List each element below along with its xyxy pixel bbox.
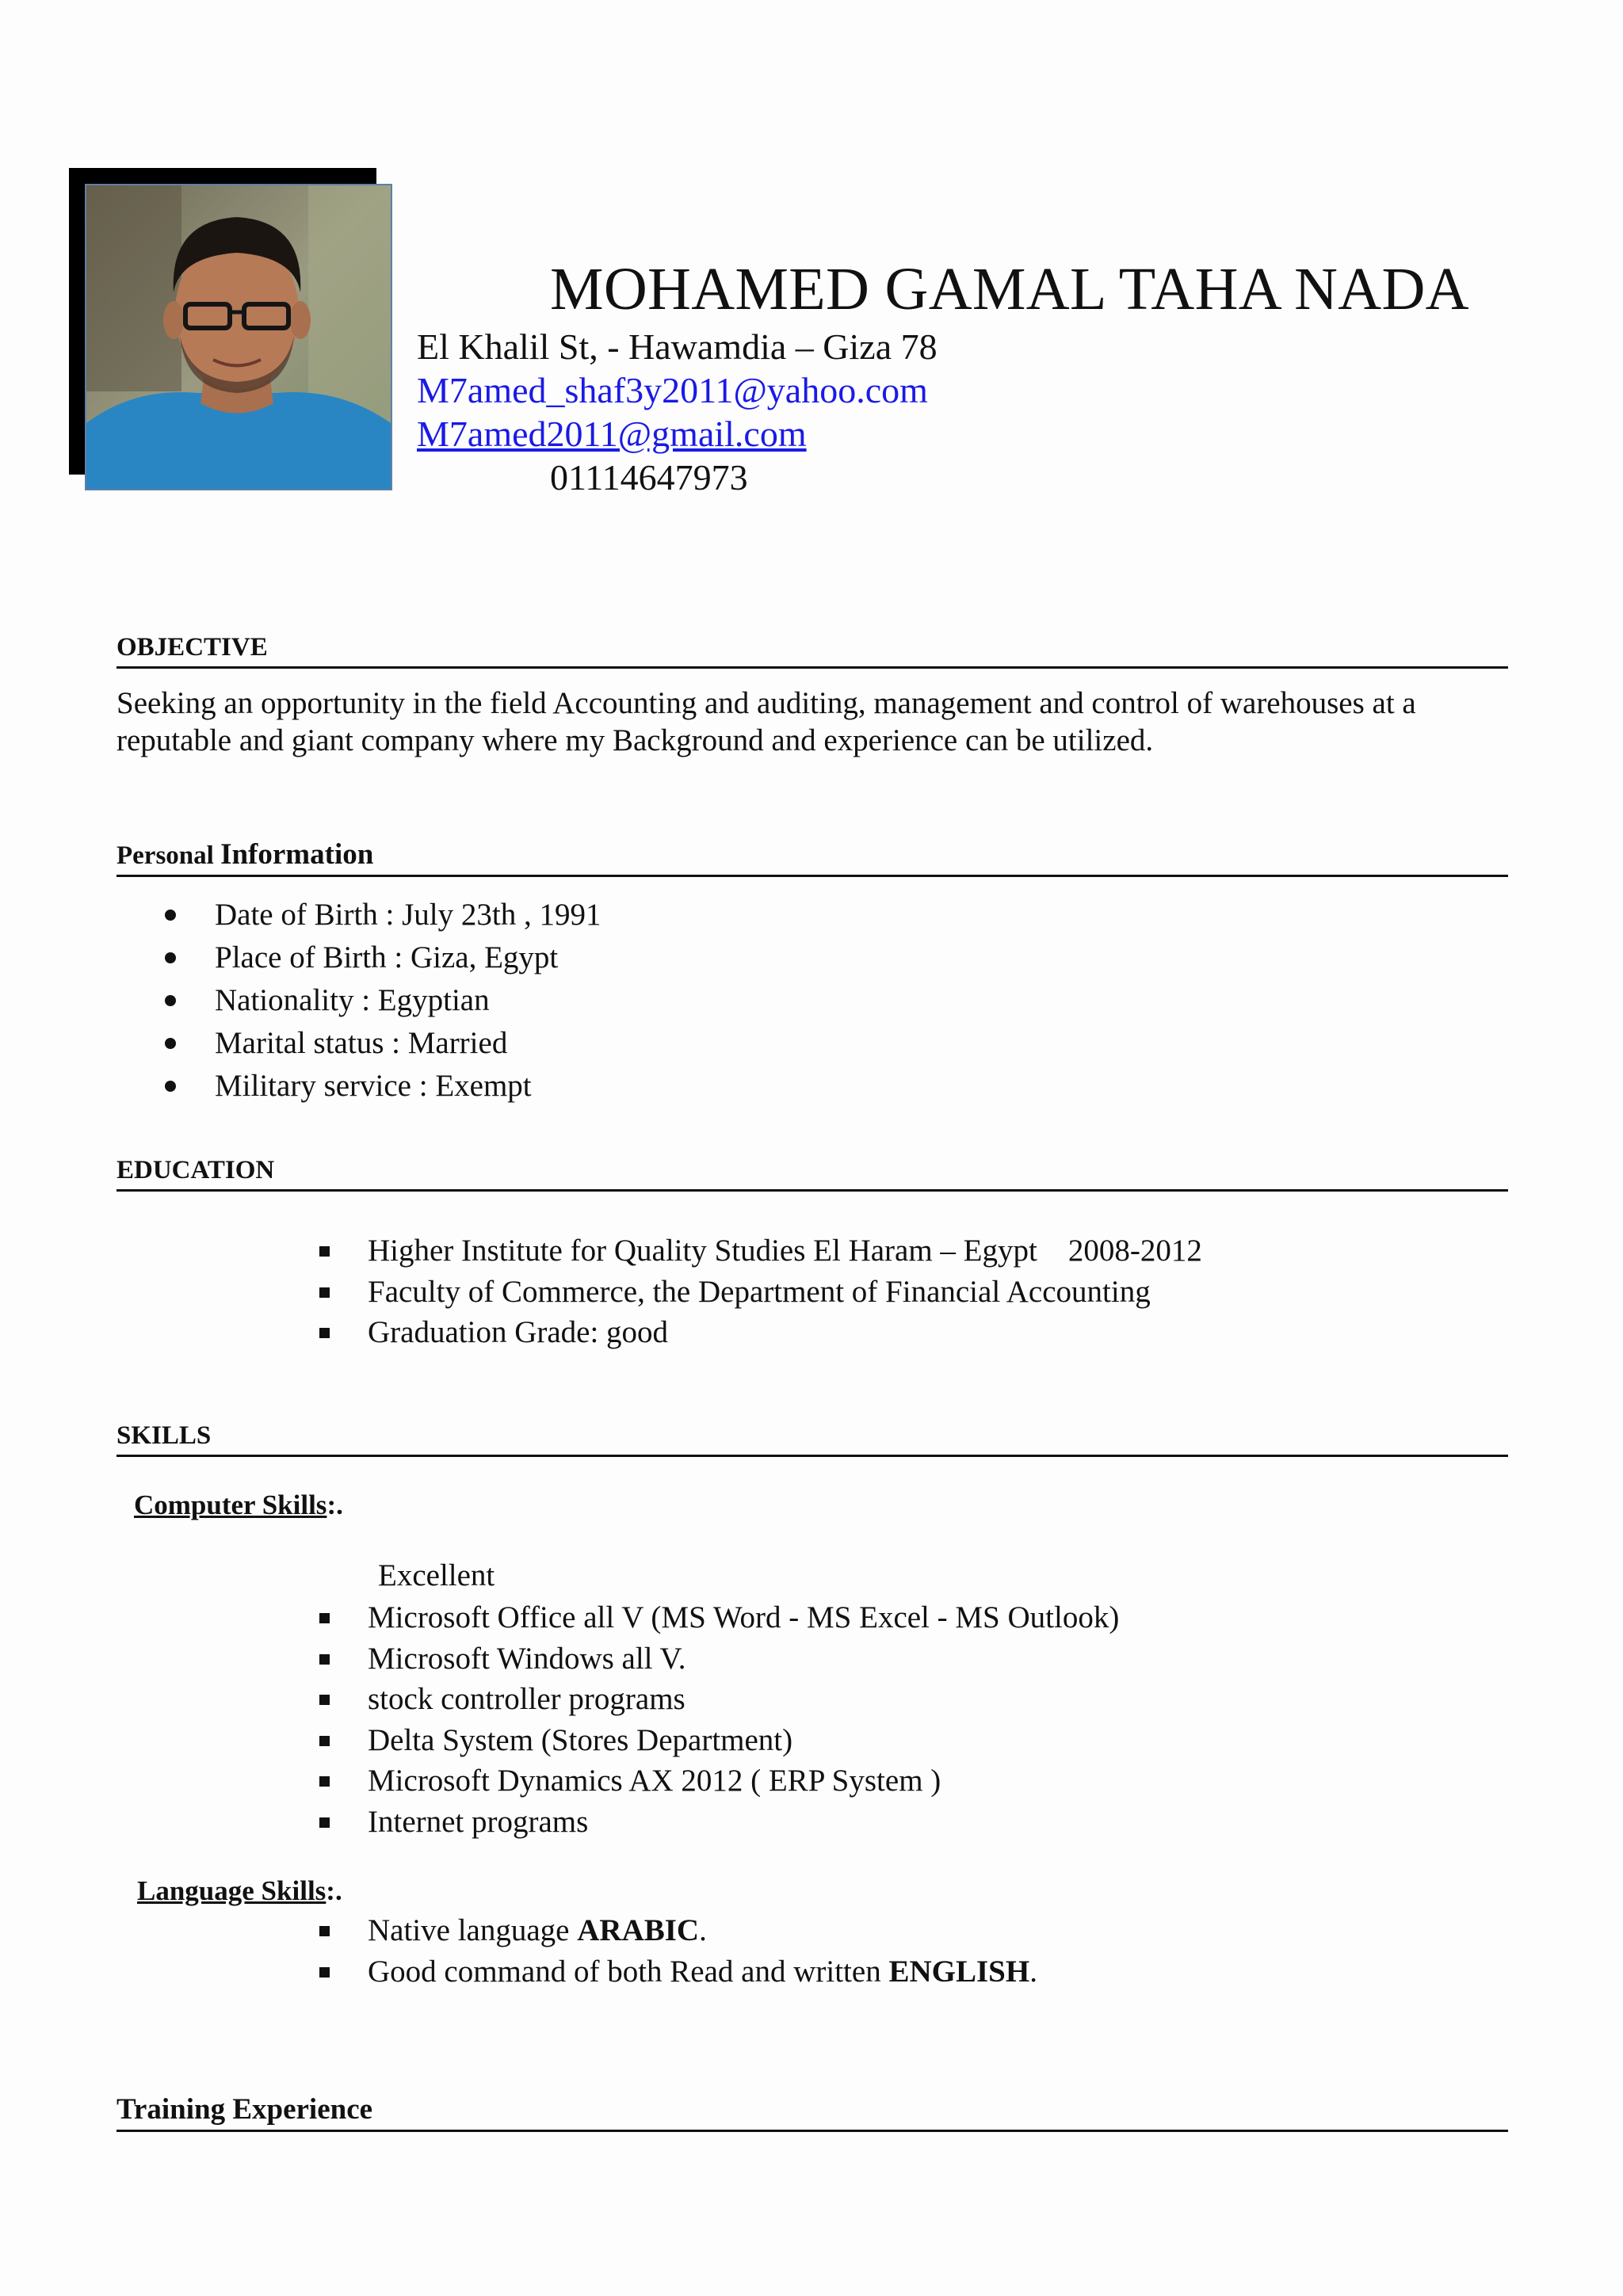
list-item <box>116 894 601 936</box>
language-name: ENGLISH <box>888 1954 1030 1989</box>
bullet-square <box>319 1967 330 1978</box>
skill-item-text: Internet programs <box>368 1804 589 1839</box>
language-skills-label: Language Skills <box>137 1875 327 1906</box>
personal-info-heading <box>116 840 1508 877</box>
candidate-name: MOHAMED GAMAL TAHA NADA <box>550 256 1469 322</box>
bullet-square <box>319 1246 330 1257</box>
bullet-dot <box>165 952 176 963</box>
language-item-end: . <box>1029 1954 1037 1989</box>
computer-skills-label: Computer Skills <box>134 1489 327 1520</box>
education-list <box>319 1230 1202 1353</box>
skill-item-text: Microsoft Office all V (MS Word - MS Excel - MS Outlook) <box>368 1600 1120 1634</box>
objective-text: Seeking an opportunity in the field Accounting and auditing, management and control of warehouses at a reputable and giant company where my Background and experience can be utilized. <box>116 686 1416 757</box>
bullet-dot <box>165 1038 176 1049</box>
skill-item-text: Microsoft Windows all V. <box>368 1641 686 1676</box>
personal-info-list <box>116 894 601 1108</box>
objective-heading-label: OBJECTIVE <box>116 633 268 662</box>
computer-skills-suffix: :. <box>327 1489 343 1520</box>
bullet-dot <box>165 910 176 921</box>
portrait-illustration <box>86 185 391 489</box>
list-item <box>319 1951 1037 1993</box>
computer-skills-title <box>134 1489 343 1521</box>
bullet-square <box>319 1695 330 1705</box>
skills-heading <box>116 1423 1508 1457</box>
list-item <box>116 1022 601 1065</box>
skill-item-text: stock controller programs <box>368 1682 685 1716</box>
computer-skills-level: Excellent <box>378 1558 495 1592</box>
language-item-text: Native language <box>368 1913 578 1947</box>
list-item <box>319 1679 1119 1720</box>
list-item <box>319 1910 1037 1951</box>
bullet-square <box>319 1613 330 1623</box>
personal-item-text: Nationality : Egyptian <box>215 983 490 1017</box>
email-link-gmail[interactable]: M7amed2011@gmail.com <box>417 414 807 454</box>
bullet-square <box>319 1654 330 1665</box>
bullet-square <box>319 1287 330 1298</box>
list-item <box>116 979 601 1022</box>
bullet-square <box>319 1776 330 1787</box>
list-item <box>319 1720 1119 1761</box>
bullet-square <box>319 1817 330 1828</box>
list-item <box>116 936 601 979</box>
skill-item-text: Microsoft Dynamics AX 2012 ( ERP System ) <box>368 1764 941 1798</box>
bullet-square <box>319 1328 330 1338</box>
education-heading-label: EDUCATION <box>116 1156 275 1184</box>
language-item-end: . <box>699 1913 707 1947</box>
personal-heading-large: Information <box>220 838 374 871</box>
training-heading-label: Training Experience <box>116 2093 373 2126</box>
language-skills-title <box>137 1875 342 1907</box>
address: El Khalil St, - Hawamdia – Giza 78 <box>417 326 938 367</box>
profile-photo <box>85 184 392 490</box>
email-link-yahoo[interactable]: M7amed_shaf3y2011@yahoo.com <box>417 370 928 410</box>
bullet-dot <box>165 1081 176 1092</box>
list-item <box>319 1312 1202 1353</box>
language-name: ARABIC <box>577 1913 700 1947</box>
list-item <box>319 1272 1202 1313</box>
computer-skills-list <box>319 1597 1119 1842</box>
list-item <box>319 1597 1119 1638</box>
bullet-square <box>319 1926 330 1936</box>
list-item <box>319 1802 1119 1843</box>
list-item <box>116 1065 601 1108</box>
personal-item-text: Military service : Exempt <box>215 1069 532 1103</box>
personal-heading-small: Personal <box>116 841 221 870</box>
list-item <box>319 1638 1119 1680</box>
bullet-dot <box>165 995 176 1006</box>
training-heading <box>116 2095 1508 2132</box>
personal-item-text: Date of Birth : July 23th , 1991 <box>215 898 601 932</box>
skills-heading-label: SKILLS <box>116 1421 212 1450</box>
phone-number: 01114647973 <box>550 457 748 498</box>
education-item-text: Graduation Grade: good <box>368 1315 669 1349</box>
language-skills-suffix: :. <box>326 1875 342 1906</box>
list-item <box>319 1230 1202 1272</box>
personal-item-text: Marital status : Married <box>215 1026 508 1060</box>
language-skills-list <box>319 1910 1037 1992</box>
personal-item-text: Place of Birth : Giza, Egypt <box>215 940 559 974</box>
bullet-square <box>319 1736 330 1746</box>
objective-heading <box>116 635 1508 669</box>
education-item-text: Faculty of Commerce, the Department of Financial Accounting <box>368 1274 1151 1309</box>
skill-item-text: Delta System (Stores Department) <box>368 1722 793 1757</box>
language-item-text: Good command of both Read and written <box>368 1954 889 1989</box>
education-item-text: Higher Institute for Quality Studies El Haram – Egypt 2008-2012 <box>368 1234 1202 1268</box>
list-item <box>319 1760 1119 1802</box>
education-heading <box>116 1158 1508 1192</box>
